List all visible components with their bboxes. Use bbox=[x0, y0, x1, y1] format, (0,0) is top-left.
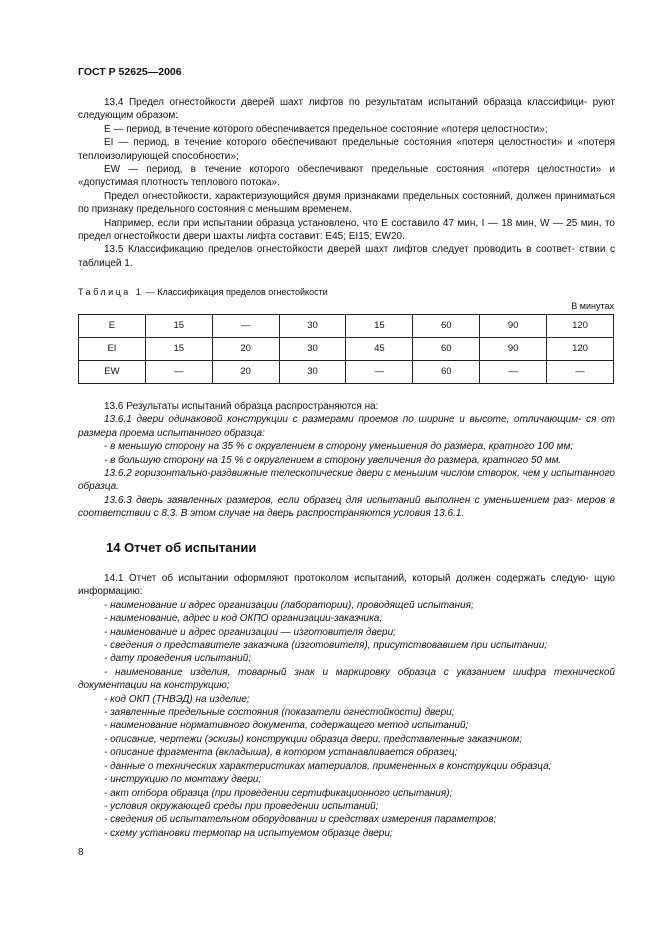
table-cell: 30 bbox=[279, 315, 346, 338]
table-cell: 15 bbox=[145, 315, 212, 338]
table-cell: — bbox=[480, 361, 547, 384]
list-item: - схему установки термопар на испытуемом образце двери; bbox=[104, 827, 393, 839]
table-cell: EW bbox=[79, 361, 146, 384]
paragraph-14-1: 14.1 Отчет об испытании оформляют протоколом испытаний, который должен содержать следую- щую информацию: bbox=[78, 573, 615, 598]
list-item: - дату проведения испытаний; bbox=[104, 653, 252, 665]
table-cell: 60 bbox=[413, 338, 480, 361]
list-item: - инструкцию по монтажу двери; bbox=[104, 774, 262, 786]
paragraph-13-5: 13.5 Классификацию пределов огнестойкости дверей шахт лифтов следует проводить в соответ- ствии с таблицей 1. bbox=[78, 244, 615, 269]
table-cell: 20 bbox=[212, 361, 279, 384]
table-cell: — bbox=[346, 361, 413, 384]
example-paragraph: Например, если при испытании образца установлено, что Е составило 47 мин, I — 18 мин, W — 25 мин, то предел огнестойкости двери шахты лифта составит: Е45; ЕI15; EW20. bbox=[78, 217, 615, 243]
table-cell: Е bbox=[79, 315, 146, 338]
list-item: - описание фрагмента (вкладыша), в котором устанавливается образец; bbox=[104, 747, 458, 759]
list-item: - код ОКП (ТНВЭД) на изделие; bbox=[104, 693, 250, 705]
table-cell: 30 bbox=[279, 338, 346, 361]
list-item: - наименование нормативного документа, содержащего метод испытаний; bbox=[104, 720, 469, 732]
paragraph-13-6: 13.6 Результаты испытаний образца распространяются на: bbox=[104, 401, 379, 412]
section-13-6 bbox=[78, 400, 615, 521]
definition-ei: ЕI — период, в течение которого обеспечивают предельные состояния «потеря целостности» и «потеря теплоизолирующей способности»; bbox=[78, 137, 615, 162]
table-label: Таблица 1 bbox=[78, 287, 144, 297]
list-item: - наименование и адрес организации — изготовителя двери; bbox=[104, 626, 396, 638]
table-cell: 30 bbox=[279, 361, 346, 384]
list-item: - описание, чертежи (эскизы) конструкции образца двери, представленные заказчиком; bbox=[104, 733, 523, 745]
table-row bbox=[79, 338, 614, 361]
bullet-smaller-size: - в меньшую сторону на 35 % с округлением в сторону уменьшения до размера, кратного 100 мм; bbox=[104, 441, 574, 453]
list-item: - данные о технических характеристиках материалов, примененных в конструкции образца; bbox=[104, 760, 552, 772]
table-units: В минутах bbox=[571, 301, 614, 311]
section-13-4 bbox=[78, 96, 615, 270]
list-item: - акт отбора образца (при проведении сертификационного испытания); bbox=[104, 787, 453, 799]
table-cell: 60 bbox=[413, 315, 480, 338]
table-cell: — bbox=[547, 361, 614, 384]
list-item: - наименование изделия, товарный знак и маркировку образца с указанием шифра технической документации на конструкцию; bbox=[78, 666, 615, 692]
table-cell: 120 bbox=[547, 338, 614, 361]
table-row bbox=[79, 361, 614, 384]
table-row bbox=[79, 315, 614, 338]
definition-e: Е — период, в течение которого обеспечивается предельное состояние «потеря целостности»; bbox=[104, 123, 548, 135]
bullet-larger-size: - в большую сторону на 15 % с округлением в сторону увеличения до размера, кратного 50 мм. bbox=[104, 454, 562, 466]
table-cell: 120 bbox=[547, 315, 614, 338]
table-title: — Классификация пределов огнестойкости bbox=[143, 287, 328, 297]
paragraph-13-6-1: 13.6.1 двери одинаковой конструкции с размерами проемов по ширине и высоте, отличающим- ся от размера проема испытанного образца: bbox=[78, 414, 615, 439]
table-caption bbox=[78, 286, 328, 299]
table-cell: 90 bbox=[480, 315, 547, 338]
table-cell: ЕI bbox=[79, 338, 146, 361]
table-cell: 90 bbox=[480, 338, 547, 361]
paragraph-13-6-3: 13.6.3 дверь заявленных размеров, если образец для испытаний выполнен с уменьшением раз- меров в соответствии с 8.3. В этом случае на дверь распространяются условия 13.6.1. bbox=[78, 494, 615, 520]
list-item: - сведения о представителе заказчика (изготовителя), присутствовавшем при испытании; bbox=[104, 640, 548, 652]
limit-rule: Предел огнестойкости, характеризующийся двумя признаками предельных состояний, должен приниматься по признаку предельного состояния с меньшим временем. bbox=[78, 190, 615, 216]
list-item: - наименование, адрес и код ОКПО организации-заказчика; bbox=[104, 613, 383, 625]
list-item: - сведения об испытательном оборудовании и средствах измерения параметров; bbox=[104, 814, 497, 826]
definition-ew: EW — период, в течение которого обеспечивают предельные состояния «потеря целостности» и «допустимая плотность теплового потока». bbox=[78, 164, 615, 189]
list-item: - условия окружающей среды при проведении испытаний; bbox=[104, 800, 379, 812]
paragraph-13-4: 13.4 Предел огнестойкости дверей шахт лифтов по результатам испытаний образца классифици- руют следующим образом: bbox=[78, 97, 615, 122]
list-item: - наименование и адрес организации (лаборатории), проводящей испытания; bbox=[104, 599, 474, 611]
table-cell: 15 bbox=[145, 338, 212, 361]
paragraph-13-6-2: 13.6.2 горизонтально-раздвижные телескопические двери с меньшим числом створок, чем у испытанного образца. bbox=[78, 468, 615, 493]
standard-header: ГОСТ Р 52625—2006 bbox=[78, 66, 182, 78]
table-cell: 45 bbox=[346, 338, 413, 361]
page-number: 8 bbox=[78, 847, 84, 858]
table-cell: 15 bbox=[346, 315, 413, 338]
section-14-body bbox=[78, 572, 615, 840]
list-item: - заявленные предельные состояния (показатели огнестойкости) двери; bbox=[104, 707, 455, 719]
table-cell: — bbox=[145, 361, 212, 384]
table-cell: — bbox=[212, 315, 279, 338]
table-cell: 20 bbox=[212, 338, 279, 361]
table-cell: 60 bbox=[413, 361, 480, 384]
section-14-heading: 14 Отчет об испытании bbox=[106, 540, 257, 555]
fire-resistance-table bbox=[78, 314, 614, 384]
